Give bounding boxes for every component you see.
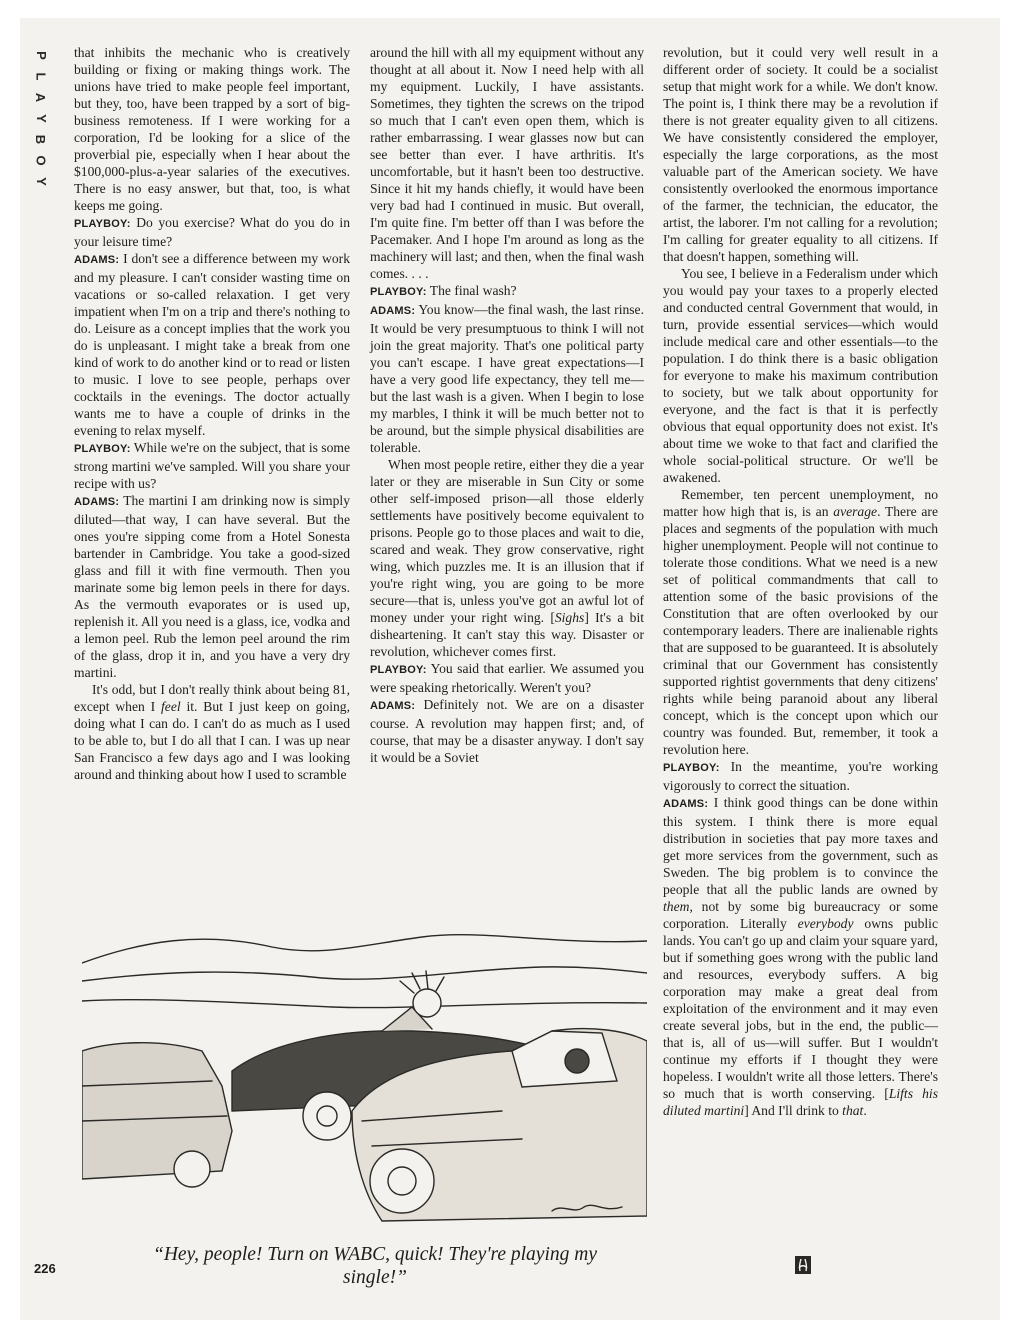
emphasis: Sighs [554, 610, 585, 625]
playboy-vertical-logo [30, 48, 52, 218]
speaker-adams: ADAMS: [74, 496, 120, 508]
speaker-adams: ADAMS: [370, 305, 416, 317]
speaker-playboy: PLAYBOY: [370, 286, 427, 298]
hill-line [82, 935, 647, 963]
logo-letter: O [33, 155, 49, 166]
paragraph: around the hill with all my equipment without any thought at all about it. Now I need help with all my equipment. Luckily, I have assistants. Sometimes, they tighten the screws on the tripod so much that I can't even open them, which is rather embarrassing. I wear glasses now but can see better than ever. I have arthritis. It's uncomfortable, but it hasn't been too destructive. Since it hit my hands chiefly, it would have been very bad had I continued in music. But overall, I'm quite fine. I'm better off than I was before the Pacemaker. And I hope I'm around as long as the machinery will last; and then, when the final wash comes. . . . [370, 45, 644, 281]
left-car-wheel [174, 1151, 210, 1187]
text-run: It's odd, but I don't really think about being 81, except when I [74, 682, 350, 714]
paragraph: revolution, but it could very well result in a different order of society. It could be a socialist setup that might work for a while. We don't know. The point is, I think there may be a revolution if there is not greater equality given to all citizens. We have consistently considered the employer, especially the large corporations, as the most valuable part of the American society. We have consistently overlooked the enormous importance of the farmer, the technician, the educator, the artist, the laborer. I'm not calling for a revolution; I'm calling for greater equality to all citizens. If that doesn't happen, something will. [663, 45, 938, 264]
text-run: When most people retire, either they die a year later or they are miserable in Sun City or some other self-imposed prison—all those elderly settlements have positively become equivalent to prisons. People go to those places and wait to die, scared and weak. They grow conservative, right wing, which puzzles me. It is an illusion that if you're right wing, you are going to be more secure—that is, unless you've got an awful lot of money under your right wing. [ [370, 457, 644, 625]
text-run: ] And I'll drink to [744, 1103, 843, 1118]
answer-text: I don't see a difference between my work and my pleasure. I can't consider wasting time on vacations or so-called relaxation. I get very impatient when I'm on a trip and there's nothing to do. Leisure as a concept implies that the work you do is unpleasant. I might take a break from one kind of work to do another kind or to read or listen to music. I love to see people, perhaps over cocktails in the evenings. The doctor actually wants me to have a couple of drinks in the evening to relax myself. [74, 251, 350, 438]
text-column-1 [74, 44, 350, 783]
question [370, 282, 644, 301]
cartoon-illustration [82, 911, 647, 1231]
text-run: . There are places and segments of the population with much higher unemployment. People will not continue to tolerate those conditions. What we need is a new set of political commandments that call to attention some of the basic provisions of the Constitution that are often overlooked by our contemporary leaders. There are inalienable rights that are supposed to be guaranteed. It is absolutely criminal that our Government has consistently supported rightist governments that deny citizens' rights while being paranoid about any liberal concept, which is the concept upon which our country was founded. But, remember, it took a revolution here. [663, 504, 938, 757]
text-run: . [863, 1103, 867, 1118]
answer-text: Definitely not. We are on a disaster course. A revolution may happen first; and, of course, that may be a disaster anyway. I don't say it would be a Soviet [370, 697, 644, 765]
text-column-3 [663, 44, 938, 1119]
speaker-playboy: PLAYBOY: [370, 664, 427, 676]
speaker-adams: ADAMS: [663, 798, 709, 810]
paragraph: that inhibits the mechanic who is creatively building or fixing or making things work. The unions have tried to make people feel important, but they, too, have been trapped by a sort of big-business remoteness. If I were working for a corporation, I'd be looking for a slice of the proverbial pie, especially when I hear about the $100,000-plus-a-year salaries of the executives. There is no easy answer, but that, too, is what keeps me going. [74, 45, 350, 213]
front-car-wheel [370, 1149, 434, 1213]
question-text: While we're on the subject, that is some strong martini we've sampled. Will you share your recipe with us? [74, 440, 350, 491]
cartoon-caption: “Hey, people! Turn on WABC, quick! They're playing my single!” [153, 1244, 597, 1288]
logo-letter: B [33, 134, 49, 145]
passenger-head [565, 1049, 589, 1073]
speaker-playboy: PLAYBOY: [663, 762, 720, 774]
speaker-adams: ADAMS: [74, 254, 120, 266]
text-run: it. But I just keep on going, doing what I can do. I can't do as much as I used to be able to, but I do all that I can. I was up near San Francisco a few days ago and I was looking around and thinking about how I used to scramble [74, 699, 351, 782]
paragraph: You see, I believe in a Federalism under which you would pay your taxes to a properly elected and conducted central Government that would, in turn, provide essential services—which would include medical care and other essentials—to the population. I do think there is a basic obligation for everyone to make his maximum contribution to society, but we talk about opportunity for everyone, and the fact is that it is perfectly obvious that equal opportunity does not exist. It's about time we woke to that fact and clarified the whole social-political structure. Or we'll be awakened. [663, 266, 938, 485]
convertible-wheel [303, 1092, 351, 1140]
text-column-2 [370, 44, 644, 766]
logo-letter: Y [33, 114, 49, 123]
question-text: The final wash? [429, 283, 517, 298]
paragraph [370, 456, 644, 660]
answer [370, 301, 644, 456]
emphasis: them [663, 899, 690, 914]
question-text: Do you exercise? What do you do in your leisure time? [74, 215, 350, 249]
hill-line [82, 967, 647, 981]
speaker-playboy: PLAYBOY: [74, 443, 131, 455]
paragraph [74, 681, 350, 783]
question [663, 758, 938, 794]
emphasis: feel [161, 699, 181, 714]
paragraph [663, 486, 938, 758]
logo-letter: Y [33, 177, 49, 186]
page-number: 226 [34, 1261, 56, 1276]
question-text: In the meantime, you're working vigorously to correct the situation. [663, 759, 938, 793]
text-run: Remember, ten percent unemployment, no matter how high that is, is an [663, 487, 938, 519]
question [370, 660, 644, 696]
driver-head [413, 989, 441, 1017]
speaker-playboy: PLAYBOY: [74, 218, 131, 230]
left-car-body [82, 1043, 232, 1179]
horizon-line [82, 1000, 647, 1008]
logo-letter: A [33, 92, 49, 103]
magazine-page [20, 18, 1000, 1320]
text-run: owns public lands. You can't go up and claim your square yard, but if something goes wrong with the public land and resources, everybody suffers. A big corporation may make a great deal from exploitation of the environment and it may even create several jobs, but in the end, the public—that is, all of us—will suffer. But I wouldn't continue my efforts if I thought they were hopeless. I wouldn't write all those letters. There's so much that is worth conserving. [ [663, 916, 938, 1101]
answer-text: The martini I am drinking now is simply diluted—that way, I can have several. But the ones you're sipping come from a Hotel Sonesta bartender in Cambridge. You take a good-sized glass and fill it with fine vermouth. Then you marinate some big lemon peels in there for days. As the vermouth evaporates or is used up, replenish it. All you need is a glass, ice, vodka and a lemon peel. Rub the lemon peel around the rim of the glass, drop it in, and you have a very dry martini. [74, 493, 350, 680]
text-run: I think good things can be done within this system. I think there is more equal distribution in societies that pay more taxes and get more services from the government, such as Sweden. The big problem is to convince the people that all the public lands are owned by [663, 795, 938, 897]
question [74, 214, 350, 250]
rabbit-head-end-mark-icon [795, 1256, 811, 1274]
question [74, 439, 350, 492]
text-run: ] It's a bit disheartening. It can't stay this way. Disaster or revolution, whichever comes first. [370, 610, 644, 659]
emphasis: everybody [797, 916, 854, 931]
emphasis: that [842, 1103, 864, 1118]
logo-letter: P [33, 51, 49, 60]
emphasis: average [833, 504, 878, 519]
answer [370, 696, 644, 766]
answer [74, 492, 350, 681]
answer-text: You know—the final wash, the last rinse. It would be very presumptuous to think I will not join the great majority. That's one political party you can't escape. I have great expectations—I have a very good life expectancy, they tell me—but the last wash is a given. When I begin to lose my marbles, I think it will be much better not to be around, but the simple physical disabilities are tolerable. [370, 302, 644, 455]
logo-letter: L [33, 72, 49, 81]
answer [663, 794, 938, 1119]
text-run: , not by some big bureaucracy or some corporation. Literally [663, 899, 938, 931]
answer [74, 250, 350, 439]
question-text: You said that earlier. We assumed you were speaking rhetorically. Weren't you? [370, 661, 644, 695]
emphasis: Lifts his diluted martini [663, 1086, 938, 1118]
speaker-adams: ADAMS: [370, 700, 416, 712]
